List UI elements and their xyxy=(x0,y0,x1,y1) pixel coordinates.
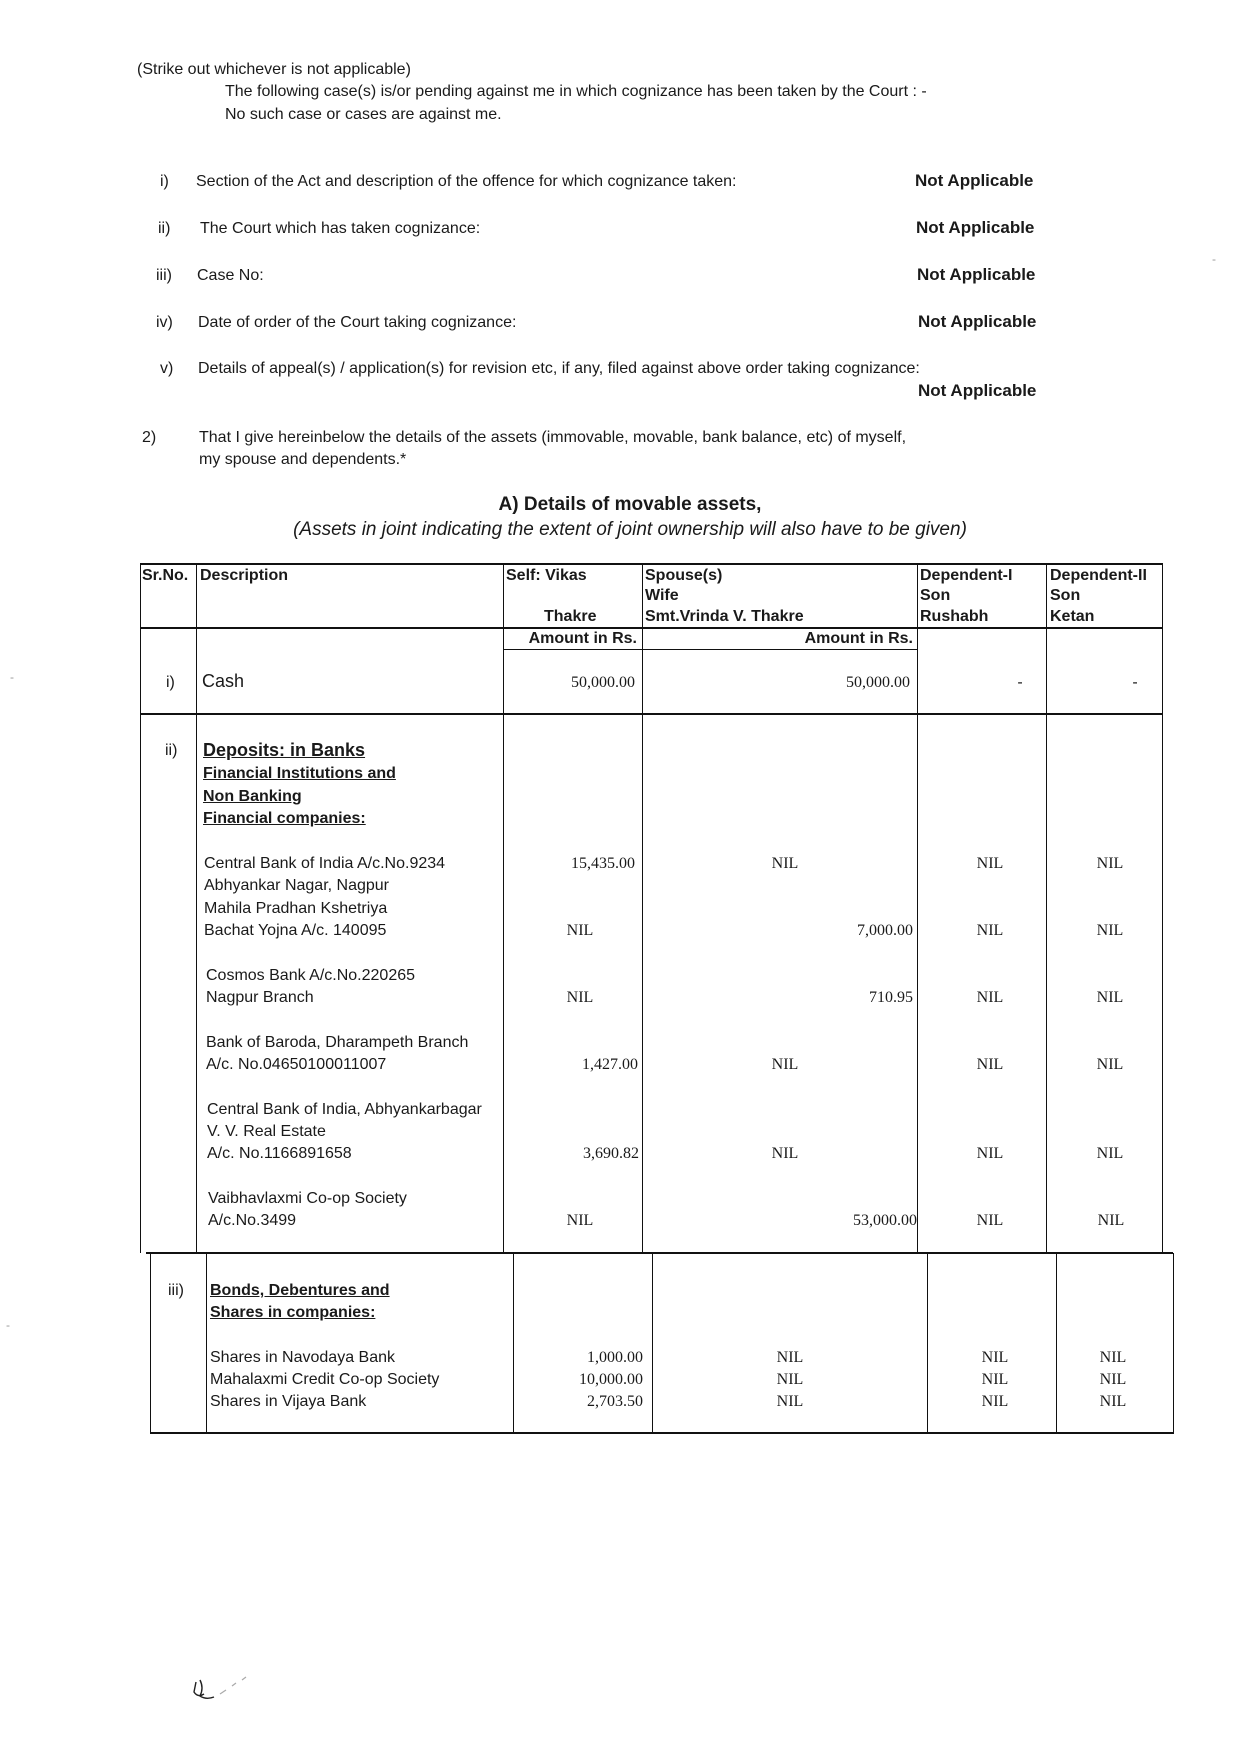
item-label: Case No: xyxy=(197,267,264,284)
dependent-2-amount: NIL xyxy=(1097,1212,1125,1229)
deposit-description: Nagpur Branch xyxy=(206,989,314,1006)
row-description: Cash xyxy=(202,671,245,691)
header-spouse-name: Smt.Vrinda V. Thakre xyxy=(645,608,804,625)
deposits-subheading-2: Non Banking xyxy=(203,788,302,805)
deposit-description: A/c. No.04650100011007 xyxy=(206,1056,387,1073)
spouse-amount: 7,000.00 xyxy=(857,922,913,939)
deposit-description: A/c.No.3499 xyxy=(208,1212,297,1229)
dependent-1-amount: NIL xyxy=(981,1349,1009,1366)
header-dependent-2-relation: Son xyxy=(1050,587,1081,604)
spouse-amount: NIL xyxy=(771,855,799,872)
item-label: The Court which has taken cognizance: xyxy=(200,220,481,237)
declaration-text-2: my spouse and dependents.* xyxy=(199,451,407,468)
header-srno: Sr.No. xyxy=(142,567,189,584)
spouse-amount: NIL xyxy=(771,1145,799,1162)
dependent-2-amount: NIL xyxy=(1096,922,1124,939)
declaration-number: 2) xyxy=(142,429,157,446)
self-amount: 1,000.00 xyxy=(587,1349,643,1366)
scan-mark: - xyxy=(6,1318,10,1332)
item-value: Not Applicable xyxy=(918,312,1037,331)
spouse-amount: 53,000.00 xyxy=(853,1212,917,1229)
self-amount: NIL xyxy=(566,989,594,1006)
deposit-description: Cosmos Bank A/c.No.220265 xyxy=(206,967,416,984)
self-amount: 50,000.00 xyxy=(571,674,635,691)
dependent-1-amount: NIL xyxy=(976,855,1004,872)
item-value: Not Applicable xyxy=(917,265,1036,284)
spouse-unit: Amount in Rs. xyxy=(804,630,913,647)
deposits-subheading-3: Financial companies: xyxy=(203,810,366,827)
bond-description: Shares in Navodaya Bank xyxy=(210,1349,395,1366)
deposit-description: Vaibhavlaxmi Co-op Society xyxy=(208,1190,407,1207)
deposit-description: Bachat Yojna A/c. 140095 xyxy=(204,922,387,939)
bond-description: Shares in Vijaya Bank xyxy=(210,1393,367,1410)
deposit-description: Bank of Baroda, Dharampeth Branch xyxy=(206,1034,469,1051)
dependent-2-amount: NIL xyxy=(1096,1056,1124,1073)
dependent-2-amount: NIL xyxy=(1096,855,1124,872)
section-subtitle: (Assets in joint indicating the extent of joint ownership will also have to be given) xyxy=(293,519,967,540)
item-number: i) xyxy=(160,173,169,190)
self-amount: NIL xyxy=(566,1212,594,1229)
header-dependent-1-relation: Son xyxy=(920,587,951,604)
deposits-heading: Deposits: in Banks xyxy=(203,740,366,760)
dependent-2-amount: NIL xyxy=(1099,1393,1127,1410)
header-dependent-2: Dependent-II xyxy=(1050,567,1147,584)
spouse-amount: NIL xyxy=(776,1371,804,1388)
self-amount: 15,435.00 xyxy=(571,855,635,872)
header-self-name: Thakre xyxy=(544,608,597,625)
strike-note: (Strike out whichever is not applicable) xyxy=(137,61,411,78)
dependent-2-amount: - xyxy=(1132,674,1138,691)
signature-icon xyxy=(190,1670,270,1710)
header-dependent-1-name: Rushabh xyxy=(920,608,989,625)
item-label: Section of the Act and description of the offence for which cognizance taken: xyxy=(196,173,737,190)
self-amount: 3,690.82 xyxy=(583,1145,639,1162)
dependent-1-amount: NIL xyxy=(976,1145,1004,1162)
header-spouse: Spouse(s) xyxy=(645,567,723,584)
deposit-description: Central Bank of India A/c.No.9234 xyxy=(204,855,446,872)
scan-mark: - xyxy=(10,670,14,684)
deposit-description: A/c. No.1166891658 xyxy=(207,1145,352,1162)
section-title: A) Details of movable assets, xyxy=(498,494,762,515)
header-self: Self: Vikas xyxy=(506,567,587,584)
dependent-1-amount: NIL xyxy=(976,1212,1004,1229)
deposit-description: V. V. Real Estate xyxy=(207,1123,326,1140)
header-spouse-relation: Wife xyxy=(645,587,679,604)
dependent-2-amount: NIL xyxy=(1099,1349,1127,1366)
deposits-subheading-1: Financial Institutions and xyxy=(203,765,396,782)
dependent-1-amount: NIL xyxy=(976,1056,1004,1073)
item-number: v) xyxy=(160,360,174,377)
row-number: iii) xyxy=(168,1282,184,1299)
deposit-description: Abhyankar Nagar, Nagpur xyxy=(204,877,389,894)
declaration-text-1: That I give hereinbelow the details of the assets (immovable, movable, bank balance, etc) of myself, xyxy=(199,429,907,446)
item-number: ii) xyxy=(158,220,171,237)
deposit-description: Mahila Pradhan Kshetriya xyxy=(204,900,388,917)
item-number: iii) xyxy=(156,267,172,284)
no-case-statement: No such case or cases are against me. xyxy=(225,106,502,123)
dependent-2-amount: NIL xyxy=(1096,1145,1124,1162)
header-dependent-2-name: Ketan xyxy=(1050,608,1095,625)
spouse-amount: 50,000.00 xyxy=(846,674,910,691)
spouse-amount: 710.95 xyxy=(869,989,913,1006)
item-value: Not Applicable xyxy=(916,218,1035,237)
deposit-description: Central Bank of India, Abhyankarbagar xyxy=(207,1101,482,1118)
item-label: Details of appeal(s) / application(s) for revision etc, if any, filed against above order taking cognizance: xyxy=(198,360,920,377)
self-amount: 2,703.50 xyxy=(587,1393,643,1410)
bonds-heading: Bonds, Debentures and xyxy=(210,1282,390,1299)
spouse-amount: NIL xyxy=(771,1056,799,1073)
dependent-1-amount: NIL xyxy=(976,922,1004,939)
dependent-1-amount: NIL xyxy=(981,1393,1009,1410)
self-amount: NIL xyxy=(566,922,594,939)
pending-case-statement: The following case(s) is/or pending against me in which cognizance has been taken by the Court : - xyxy=(225,83,927,100)
dependent-1-amount: - xyxy=(1017,674,1023,691)
dependent-1-amount: NIL xyxy=(976,989,1004,1006)
header-dependent-1: Dependent-I xyxy=(920,567,1013,584)
self-amount: 1,427.00 xyxy=(582,1056,638,1073)
item-number: iv) xyxy=(156,314,173,331)
bonds-subheading: Shares in companies: xyxy=(210,1304,376,1321)
row-number: ii) xyxy=(165,742,178,759)
item-value: Not Applicable xyxy=(918,381,1037,400)
signature-initials xyxy=(190,1670,270,1710)
item-label: Date of order of the Court taking cognizance: xyxy=(198,314,517,331)
scan-mark: - xyxy=(1212,252,1216,266)
spouse-amount: NIL xyxy=(776,1349,804,1366)
self-amount: 10,000.00 xyxy=(579,1371,643,1388)
dependent-1-amount: NIL xyxy=(981,1371,1009,1388)
dependent-2-amount: NIL xyxy=(1099,1371,1127,1388)
dependent-2-amount: NIL xyxy=(1096,989,1124,1006)
self-unit: Amount in Rs. xyxy=(528,630,637,647)
header-description: Description xyxy=(200,567,289,584)
row-number: i) xyxy=(166,674,175,691)
bond-description: Mahalaxmi Credit Co-op Society xyxy=(210,1371,440,1388)
item-value: Not Applicable xyxy=(915,171,1034,190)
spouse-amount: NIL xyxy=(776,1393,804,1410)
